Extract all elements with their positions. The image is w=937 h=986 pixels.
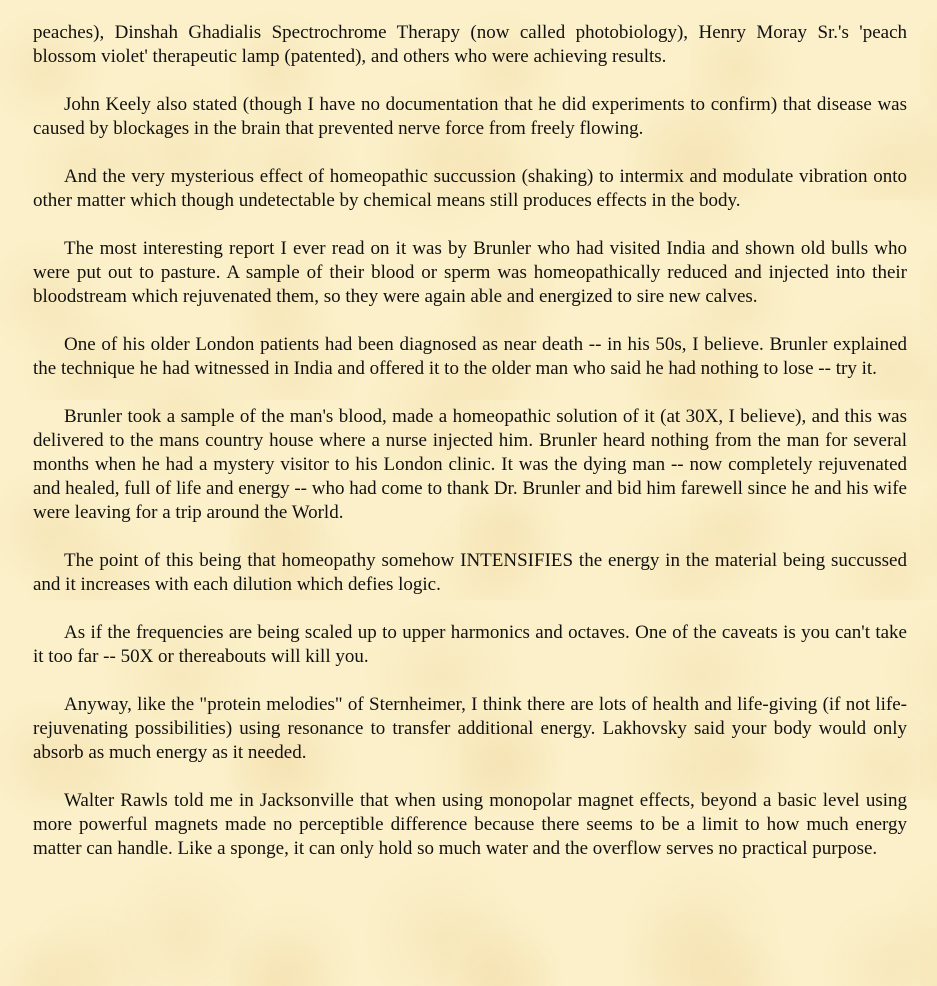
paragraph-london-patient: One of his older London patients had been diagnosed as near death -- in his 50s, I believe. Brunler explained the technique he had witnessed in India and offered it to the older man who said he had nothing to lose -- try it.: [33, 334, 907, 379]
paragraph-walter-rawls: Walter Rawls told me in Jacksonville that when using monopolar magnet effects, beyond a basic level using more powerful magnets made no perceptible difference because there seems to be a limit to how much energy matter can handle. Like a sponge, it can only hold so much water and the overflow serves no practical purpose.: [33, 790, 907, 859]
paragraph-continued-spectrochrome: peaches), Dinshah Ghadialis Spectrochrome Therapy (now called photobiology), Henry Moray Sr.'s 'peach blossom violet' therapeutic lamp (patented), and others who were achieving results.: [33, 22, 907, 67]
paragraph-protein-melodies: Anyway, like the "protein melodies" of Sternheimer, I think there are lots of health and life-giving (if not life-rejuvenating possibilities) using resonance to transfer additional energy. Lakhovsky said your body would only absorb as much energy as it needed.: [33, 694, 907, 763]
paragraph-keely: John Keely also stated (though I have no documentation that he did experiments to confirm) that disease was caused by blockages in the brain that prevented nerve force from freely flowing.: [33, 94, 907, 139]
document-body: [33, 21, 907, 885]
paragraph-harmonics: As if the frequencies are being scaled up to upper harmonics and octaves. One of the caveats is you can't take it too far -- 50X or thereabouts will kill you.: [33, 622, 907, 667]
paragraph-brunler-bulls: The most interesting report I ever read on it was by Brunler who had visited India and shown old bulls who were put out to pasture. A sample of their blood or sperm was homeopathically reduced and injected into their bloodstream which rejuvenated them, so they were again able and energized to sire new calves.: [33, 238, 907, 307]
paragraph-rejuvenation: Brunler took a sample of the man's blood, made a homeopathic solution of it (at 30X, I believe), and this was delivered to the mans country house where a nurse injected him. Brunler heard nothing from the man for several months when he had a mystery visitor to his London clinic. It was the dying man -- now completely rejuvenated and healed, full of life and energy -- who had come to thank Dr. Brunler and bid him farewell since he and his wife were leaving for a trip around the World.: [33, 406, 907, 523]
paragraph-succussion: And the very mysterious effect of homeopathic succussion (shaking) to intermix and modulate vibration onto other matter which though undetectable by chemical means still produces effects in the body.: [33, 166, 907, 211]
paragraph-intensifies: The point of this being that homeopathy somehow INTENSIFIES the energy in the material being succussed and it increases with each dilution which defies logic.: [33, 550, 907, 595]
